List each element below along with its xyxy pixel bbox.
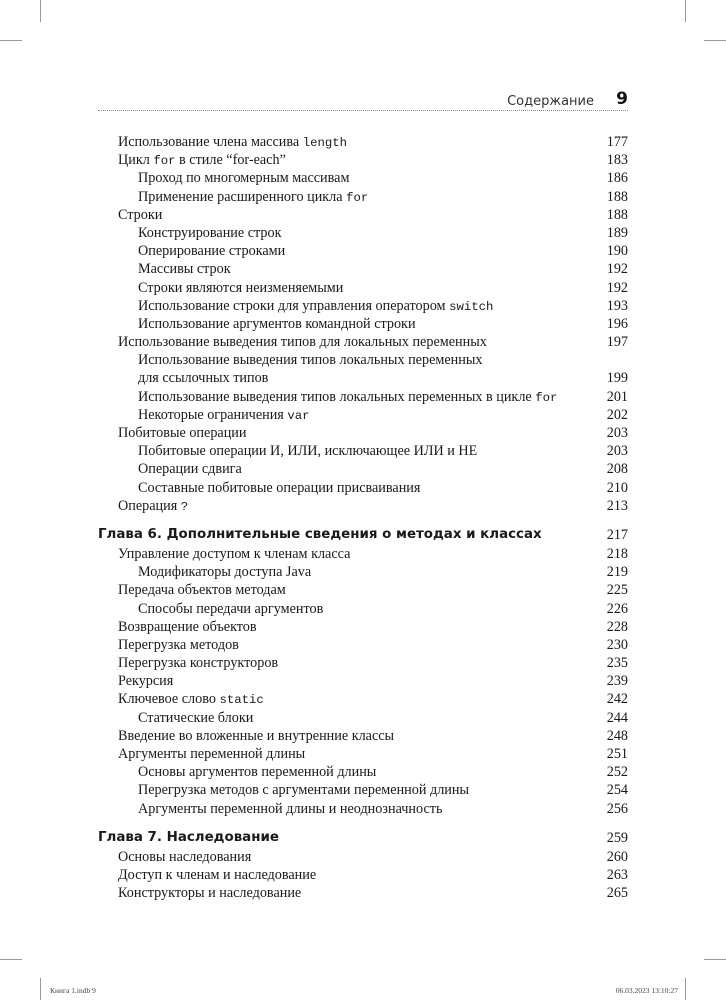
toc-entry [98, 727, 628, 745]
toc-entry-title [98, 525, 542, 545]
toc-entry-title [138, 406, 310, 425]
toc-entry [98, 745, 628, 763]
toc-page-number: 242 [606, 691, 628, 708]
toc-entry [98, 242, 628, 260]
toc-page-number: 252 [606, 764, 628, 781]
toc-entry [98, 672, 628, 690]
toc-entry-title [118, 424, 246, 442]
toc-entry-title [138, 600, 323, 618]
running-head [98, 84, 628, 114]
toc-entry-title [118, 848, 251, 866]
toc-entry [98, 333, 628, 351]
section-title: Содержание [507, 94, 594, 109]
toc-page-number: 218 [606, 545, 628, 562]
toc-entry-title [118, 690, 264, 709]
page-number: 9 [616, 89, 628, 109]
toc-page-number: 239 [606, 673, 628, 690]
toc-page-number: 189 [606, 224, 628, 241]
toc-entry [98, 636, 628, 654]
toc-entry-text: Использование аргументов командной строки [138, 315, 416, 332]
toc-page-number: 203 [606, 443, 628, 460]
toc-page-number: 188 [606, 206, 628, 223]
toc-entry [98, 800, 628, 818]
toc-entry-text: Конструкторы и наследование [118, 885, 302, 902]
toc-entry [98, 206, 628, 224]
toc-entry [98, 351, 628, 369]
toc-page-number: 248 [606, 727, 628, 744]
toc-page-number: 203 [606, 425, 628, 441]
toc-entry-code: var [287, 408, 310, 423]
toc-entry-text: Передача объектов методам [118, 582, 286, 599]
toc-chapter-entry [98, 828, 628, 848]
toc-entry [98, 424, 628, 442]
toc-entry-title [138, 763, 376, 781]
toc-entry-text: Операции сдвига [138, 461, 242, 478]
toc-entry-title [138, 169, 349, 187]
toc-entry-title [138, 709, 253, 727]
toc-entry-text: Введение во вложенные и внутренние классы [118, 727, 395, 744]
toc-entry-title [138, 460, 242, 478]
toc-entry-title [118, 497, 188, 516]
toc-entry-text: Цикл [118, 152, 154, 169]
toc-entry-text: Ключевое слово [118, 691, 220, 708]
toc-entry-title [118, 618, 257, 636]
toc-entry-title [118, 745, 305, 763]
toc-entry-title [138, 279, 343, 297]
toc-page-number: 265 [606, 885, 628, 902]
toc-page-number: 226 [606, 600, 628, 617]
toc-entry [98, 224, 628, 242]
toc-entry-title [138, 800, 442, 818]
table-of-contents [98, 133, 628, 902]
toc-entry-text: Оперирование строками [138, 243, 286, 260]
toc-entry [98, 151, 628, 169]
toc-entry-text: Способы передачи аргументов [138, 600, 324, 617]
toc-entry [98, 297, 628, 315]
toc-entry-title [138, 351, 482, 369]
toc-entry-text: Модификаторы доступа Java [138, 564, 312, 581]
toc-entry [98, 866, 628, 884]
toc-entry-title [138, 442, 477, 460]
toc-page-number: 230 [606, 636, 628, 653]
toc-entry [98, 581, 628, 599]
crop-mark [685, 0, 686, 22]
toc-entry-text: в стиле “for-each” [175, 152, 286, 169]
toc-entry-title [138, 369, 268, 387]
toc-entry [98, 169, 628, 187]
toc-entry-title [118, 654, 278, 672]
toc-page-number: 254 [606, 782, 628, 799]
toc-entry [98, 563, 628, 581]
toc-page-number: 183 [606, 152, 628, 169]
toc-page-number: 219 [606, 564, 628, 581]
toc-page-number: 260 [606, 848, 628, 865]
toc-entry-title [138, 297, 493, 316]
toc-entry [98, 618, 628, 636]
toc-entry-title [118, 636, 239, 654]
toc-entry-title [98, 828, 279, 848]
toc-entry-text: Конструирование строк [138, 224, 282, 241]
toc-entry [98, 497, 628, 515]
toc-entry-code: length [302, 136, 347, 150]
toc-entry-text: Массивы строк [138, 261, 231, 278]
toc-page-number: 244 [606, 709, 628, 726]
toc-page-number: 186 [606, 170, 628, 187]
toc-entry-title [138, 224, 281, 242]
toc-entry-text: Использование выведения типов для локальных переменных [118, 334, 487, 351]
toc-page-number: 177 [606, 134, 628, 150]
toc-entry-title [118, 545, 350, 563]
toc-entry-title [138, 781, 469, 799]
toc-page-number: 196 [606, 315, 628, 332]
toc-entry-title [138, 260, 231, 278]
toc-entry-text: Доступ к членам и наследование [118, 866, 317, 883]
toc-page-number: 197 [606, 334, 628, 351]
toc-entry-title [138, 188, 368, 207]
crop-mark [0, 40, 22, 41]
toc-entry-text: Использование выведения типов локальных переменных в цикле [138, 388, 536, 405]
toc-entry [98, 848, 628, 866]
toc-page-number: 193 [606, 297, 628, 314]
toc-entry [98, 545, 628, 563]
toc-page-number: 188 [606, 188, 628, 205]
toc-page-number: 192 [606, 261, 628, 278]
toc-entry-code: switch [449, 299, 494, 314]
toc-entry [98, 442, 628, 460]
toc-entry-text: Составные побитовые операции присваивания [138, 479, 421, 496]
crop-mark [704, 40, 726, 41]
toc-entry-text: Использование выведения типов локальных переменных [138, 352, 483, 369]
toc-entry-text: Основы аргументов переменной длины [138, 764, 377, 781]
toc-entry-text: Некоторые ограничения [138, 406, 288, 423]
toc-page-number: 263 [606, 866, 628, 883]
toc-entry-code: ? [180, 499, 189, 514]
toc-entry-text: Глава 6. Дополнительные сведения о методах и классах [98, 526, 542, 542]
toc-entry-text: Перегрузка конструкторов [118, 655, 279, 672]
toc-page-number: 251 [606, 746, 628, 762]
toc-entry-title [118, 151, 286, 170]
toc-entry-text: Побитовые операции И, ИЛИ, исключающее ИЛИ и НЕ [138, 443, 478, 460]
toc-entry-text: Побитовые операции [118, 425, 247, 441]
toc-entry-text: Статические блоки [138, 709, 254, 726]
toc-entry-code: static [219, 693, 264, 708]
toc-entry-text: Операция [118, 497, 181, 514]
toc-entry-title [118, 672, 173, 690]
toc-entry-code: for [153, 154, 176, 169]
toc-entry [98, 479, 628, 497]
crop-mark [704, 959, 726, 960]
toc-entry-title [138, 388, 557, 407]
toc-entry-text: Управление доступом к членам класса [118, 545, 351, 562]
toc-entry-code: for [346, 190, 369, 205]
toc-entry-text: Использование члена массива [118, 134, 303, 150]
toc-page-number: 208 [606, 461, 628, 478]
toc-page-number: 225 [606, 582, 628, 599]
toc-entry-text: Строки [118, 206, 163, 223]
toc-entry-text: Применение расширенного цикла [138, 188, 347, 205]
toc-entry-text: Использование строки для управления оператором [138, 297, 450, 314]
toc-entry-text: Основы наследования [118, 848, 252, 865]
toc-page-number: 210 [606, 479, 628, 496]
crop-mark [685, 978, 686, 1000]
toc-page-number: 228 [606, 618, 628, 635]
toc-entry-title [138, 479, 420, 497]
toc-chapter-entry [98, 525, 628, 545]
toc-page-number: 201 [606, 388, 628, 405]
header-dotted-rule [98, 110, 628, 111]
toc-entry-code: for [535, 390, 558, 405]
toc-entry [98, 260, 628, 278]
toc-entry [98, 763, 628, 781]
toc-page-number: 192 [606, 279, 628, 296]
toc-entry-text: Перегрузка методов [118, 636, 239, 653]
toc-entry [98, 315, 628, 333]
toc-entry-title [118, 133, 347, 152]
toc-entry-text: Перегрузка методов с аргументами переменной длины [138, 782, 470, 799]
toc-entry-title [118, 581, 286, 599]
toc-page-number: 202 [606, 406, 628, 423]
toc-page-number: 256 [606, 800, 628, 817]
toc-entry [98, 709, 628, 727]
toc-page-number: 190 [606, 243, 628, 260]
toc-entry-text: Глава 7. Наследование [98, 829, 279, 845]
toc-entry-title [118, 333, 487, 351]
toc-entry-text: Аргументы переменной длины [118, 746, 306, 762]
toc-page-number: 217 [606, 526, 628, 543]
toc-entry [98, 781, 628, 799]
toc-page-number: 235 [606, 655, 628, 672]
toc-entry-text: для ссылочных типов [138, 370, 269, 387]
toc-entry-title [138, 315, 416, 333]
toc-entry [98, 133, 628, 151]
toc-page-number: 259 [606, 829, 628, 846]
crop-mark [40, 978, 41, 1000]
toc-entry [98, 188, 628, 206]
toc-entry-title [138, 242, 285, 260]
toc-entry-text: Возвращение объектов [118, 618, 257, 635]
crop-mark [40, 0, 41, 22]
toc-entry [98, 460, 628, 478]
toc-entry [98, 406, 628, 424]
toc-page-number: 213 [606, 497, 628, 514]
toc-entry [98, 388, 628, 406]
toc-entry [98, 654, 628, 672]
toc-entry-title [118, 866, 316, 884]
toc-entry-title [118, 206, 162, 224]
toc-entry [98, 690, 628, 708]
toc-entry-text: Рекурсия [118, 673, 174, 690]
toc-entry-text: Проход по многомерным массивам [138, 170, 350, 187]
crop-mark [0, 959, 22, 960]
toc-entry-title [118, 884, 301, 902]
print-slug-file: Книга 1.indb 9 [50, 986, 96, 995]
toc-entry [98, 369, 628, 387]
toc-page-number: 199 [606, 370, 628, 387]
toc-entry-title [138, 563, 311, 581]
toc-entry [98, 600, 628, 618]
toc-entry-title [118, 727, 394, 745]
toc-entry [98, 884, 628, 902]
print-slug-datetime: 06.03.2023 13:10:27 [615, 986, 678, 995]
toc-entry-text: Аргументы переменной длины и неоднозначность [138, 800, 443, 817]
toc-entry-text: Строки являются неизменяемыми [138, 279, 344, 296]
toc-entry [98, 279, 628, 297]
